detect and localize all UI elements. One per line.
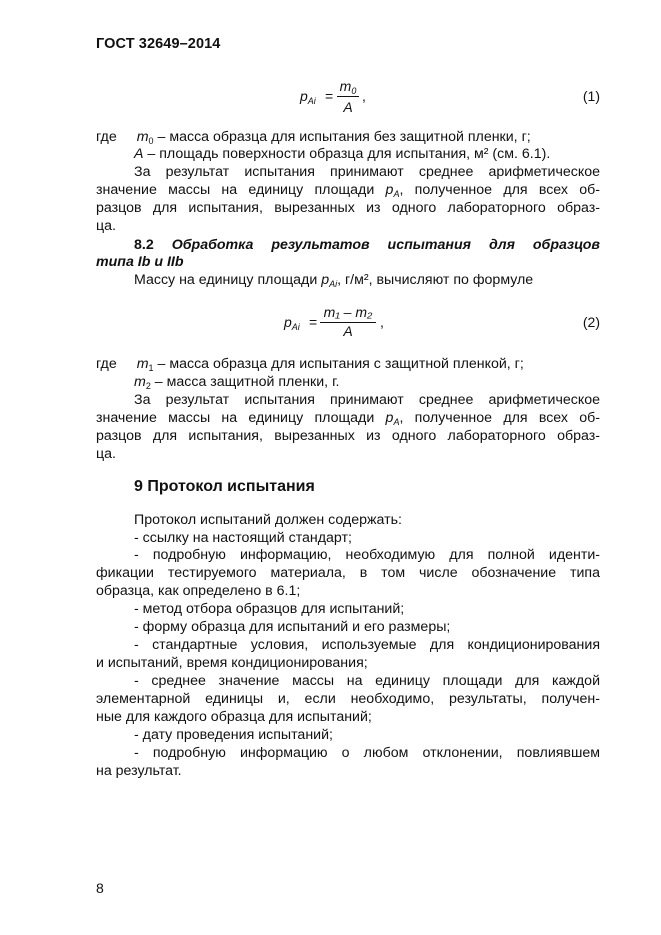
section-8-2-title: 8.2 Обработка результатов испытания для образцов <box>134 237 600 253</box>
para2-line3: разцов для испытания, вырезанных из одного лабораторного образ- <box>96 428 600 444</box>
protocol-intro: Протокол испытаний должен содержать: <box>134 512 402 528</box>
para1-line1: За результат испытания принимают среднее арифметическое <box>134 164 600 180</box>
list-item: - стандартные условия, используемые для кондиционирования <box>134 637 600 653</box>
equation-number-2: (2) <box>582 314 600 330</box>
section-8-2-intro: Массу на единицу площади $p_{Ai}$, г/м², вычисляют по формуле <box>134 272 534 289</box>
formula-2-fraction: m₁ – m₂ A <box>320 304 376 336</box>
para2-line1: За результат испытания принимают среднее арифметическое <box>134 392 600 408</box>
document-header: ГОСТ 32649–2014 <box>96 36 221 52</box>
where-m0: где $m_0$ – масса образца для испытания без защитной пленки, г; <box>96 129 531 146</box>
para2-line2: значение массы на единицу площади $p_A$, полученное для всех об- <box>96 410 600 427</box>
para2-line4: ца. <box>96 446 116 462</box>
section-8-2-title-cont: типа Ib и IIb <box>96 254 184 270</box>
para1-line3: разцов для испытания, вырезанных из одного лабораторного образ- <box>96 200 600 216</box>
list-item-cont: ные для каждого образца для испытаний; <box>96 709 372 725</box>
list-item-cont: фикации тестируемого материала, в том числе обозначение типа <box>96 565 600 581</box>
section-9-title: 9 Протокол испытания <box>134 478 315 495</box>
equation-number-1: (1) <box>582 88 600 104</box>
where-m1: где $m_1$ – масса образца для испытания с защитной пленкой, г; <box>96 356 524 373</box>
list-item: - ссылку на настоящий стандарт; <box>134 530 352 546</box>
list-item: - подробную информацию о любом отклонении, повлиявшем <box>134 745 600 761</box>
list-item-cont: элементарной единицы и, если необходимо, результаты, получен- <box>96 691 600 707</box>
list-item: - дату проведения испытаний; <box>134 727 333 743</box>
where-m2: $m_2$ – масса защитной пленки, г. <box>134 374 340 391</box>
list-item: - метод отбора образцов для испытаний; <box>134 601 405 617</box>
list-item: - среднее значение массы на единицу площади для каждой <box>134 673 600 689</box>
list-item-cont: на результат. <box>96 763 182 779</box>
where-a: A – площадь поверхности образца для испытания, м² (см. 6.1). <box>134 146 551 162</box>
para1-line4: ца. <box>96 218 116 234</box>
list-item: - подробную информацию, необходимую для полной иденти- <box>134 547 600 563</box>
list-item-cont: и испытаний, время кондиционирования; <box>96 655 368 671</box>
page-number: 8 <box>96 880 104 896</box>
formula-1-fraction: $m_0$ A <box>337 78 359 112</box>
list-item-cont: образца, как определено в 6.1; <box>96 583 301 599</box>
para1-line2: значение массы на единицу площади $p_A$, полученное для всех об- <box>96 182 600 199</box>
list-item: - форму образца для испытаний и его размеры; <box>134 619 451 635</box>
